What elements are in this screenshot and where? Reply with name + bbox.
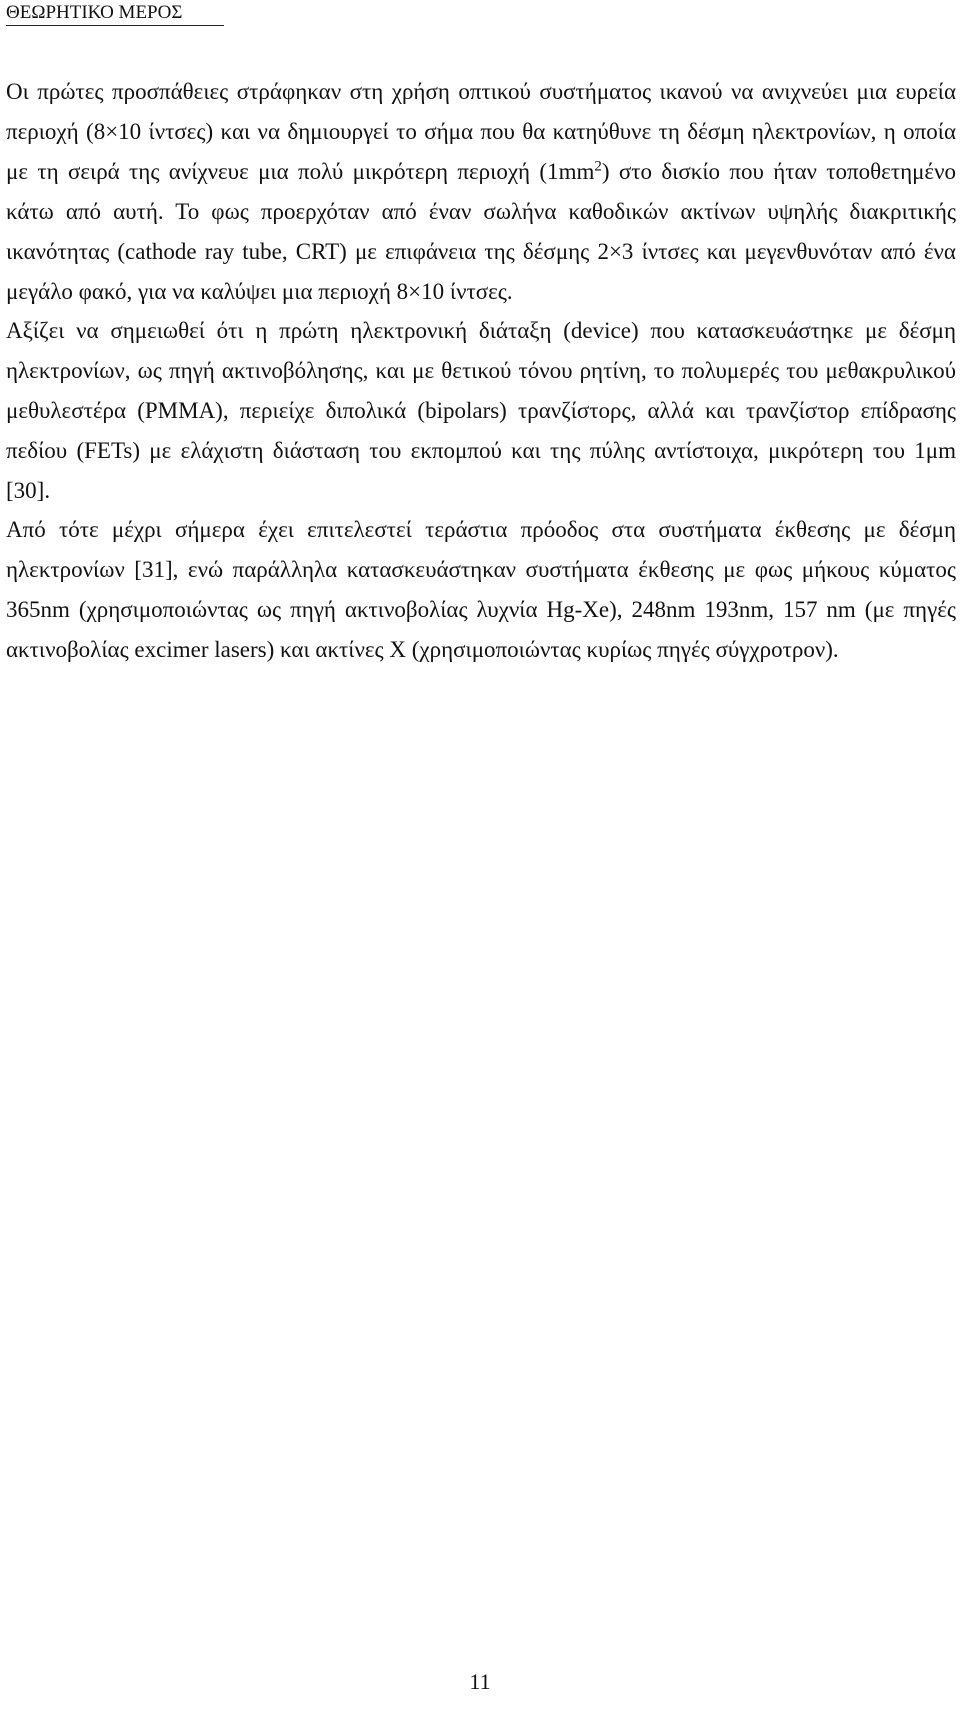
page-number: 11: [469, 1669, 491, 1694]
superscript-2: 2: [594, 158, 602, 175]
section-header: ΘΕΩΡΗΤΙΚΟ ΜΕΡΟΣ: [6, 2, 224, 26]
paragraph-3: Από τότε μέχρι σήμερα έχει επιτελεστεί τεράστια πρόοδος στα συστήματα έκθεσης με δέσμη ηλεκτρονίων [31], ενώ παράλληλα κατασκευάστηκαν συστήματα έκθεσης με φως μήκους κύματος 365nm (χρησιμοποιώντας ως πηγή ακτινοβολίας λυχνία Hg-Xe), 248nm 193nm, 157 nm (με πηγές ακτινοβολίας excimer lasers) και ακτίνες Χ (χρησιμοποιώντας κυρίως πηγές σύγχροτρον).: [6, 517, 956, 662]
paragraph-1-text-a: Οι πρώτες προσπάθειες στράφηκαν στη χρήση οπτικού συστήματος ικανού να ανιχνεύει μια ευρεία περιοχή (8×10 ίντσες) και να δημιουργεί το σήμα που θα κατηύθυνε τη δέσμη ηλεκτρονίων, η οποία με τη σειρά της ανίχνευε μια πολύ μικρότερη περιοχή (1mm: [6, 79, 956, 184]
paragraph-1-text-b: ) στο δισκίο που ήταν τοποθετημένο κάτω από αυτή. Το φως προερχόταν από έναν σωλήνα καθοδικών ακτίνων υψηλής διακριτικής ικανότητας (cathode ray tube, CRT) με επιφάνεια της δέσμης 2×3 ίντσες και μεγενθυνόταν από ένα μεγάλο φακό, για να καλύψει μια περιοχή 8×10 ίντσες.: [6, 159, 956, 304]
body-text: [6, 72, 956, 670]
paragraph-1: [6, 72, 956, 312]
paragraph-2: Αξίζει να σημειωθεί ότι η πρώτη ηλεκτρονική διάταξη (device) που κατασκευάστηκε με δέσμη ηλεκτρονίων, ως πηγή ακτινοβόλησης, και με θετικού τόνου ρητίνη, το πολυμερές του μεθακρυλικού μεθυλεστέρα (PMMA), περιείχε διπολικά (bipolars) τρανζίστορς, αλλά και τρανζίστορ επίδρασης πεδίου (FETs) με ελάχιστη διάσταση του εκπομπού και της πύλης αντίστοιχα, μικρότερη του 1μm [30].: [6, 318, 956, 503]
